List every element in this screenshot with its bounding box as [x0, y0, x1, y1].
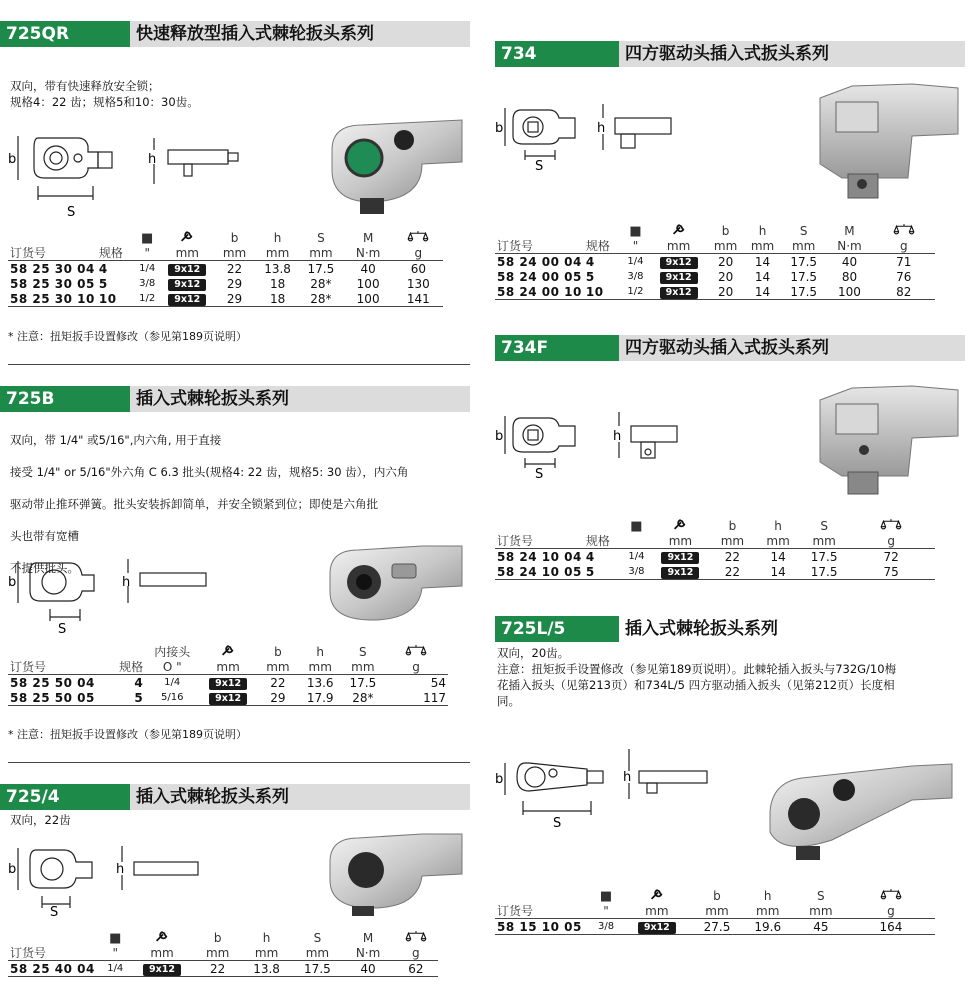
weight-scale-icon — [407, 230, 429, 243]
table-row: 58 24 10 04 4 1/4 9x12 22 14 17.5 72 — [497, 549, 899, 564]
col-sym-unit: mm — [650, 239, 707, 254]
section-title: 插入式棘轮扳头系列 — [130, 784, 470, 810]
spec-table-734 — [495, 223, 935, 300]
section-description: 双向，20齿。 注意：扭矩扳手设置修改（参见第189页说明）。此棘轮插入扳头与732G/10梅 花插入扳头（见第213页）和734L/5 四方驱动插入扳头（见第212页）长度相 同。 — [497, 646, 897, 708]
section-header-734f — [495, 335, 965, 361]
weight-scale-icon — [880, 518, 902, 531]
col-size: 规格 — [584, 534, 622, 549]
ratchet-diagram-725-4 — [8, 842, 228, 918]
col-weight-unit: g — [873, 239, 935, 254]
dim-b-label: b — [8, 862, 17, 877]
section-code: 725/4 — [0, 784, 130, 810]
col-h: h — [774, 519, 782, 533]
col-b-unit: mm — [195, 946, 241, 961]
symbol-badge: 9x12 — [660, 272, 698, 284]
section-title: 插入式棘轮扳头系列 — [619, 616, 965, 642]
col-inner: 内接头 — [154, 645, 191, 659]
wrench-symbol-icon — [671, 223, 687, 236]
section-code: 725L/5 — [495, 616, 619, 642]
col-sym-unit: mm — [199, 660, 257, 675]
spec-table-725qr — [8, 230, 443, 307]
product-photo-725-4 — [322, 828, 468, 918]
dim-h-label: h — [122, 575, 131, 590]
product-photo-734 — [812, 78, 962, 200]
col-sym-unit: mm — [161, 246, 213, 261]
section-description: 双向，22齿 — [10, 813, 71, 827]
section-header-725qr — [0, 21, 470, 47]
dim-b-label: b — [8, 575, 17, 590]
table-row: 58 25 50 04 4 1/4 9x12 22 13.6 17.5 54 — [10, 675, 446, 690]
section-code: 734 — [495, 41, 619, 67]
table-row: 58 15 10 05 3/8 9x12 27.5 19.6 45 164 — [495, 919, 935, 935]
col-m: M — [362, 231, 374, 245]
dim-b-label: b — [495, 772, 504, 787]
ratchet-diagram-725qr — [8, 128, 248, 223]
section-divider — [8, 762, 470, 763]
section-header-725-4 — [0, 784, 470, 810]
col-drive: O " — [145, 660, 199, 675]
dim-h-label: h — [597, 121, 606, 136]
col-h-unit: mm — [741, 904, 795, 919]
dim-h-label: h — [623, 770, 632, 785]
product-photo-725qr — [322, 110, 468, 218]
dim-h-label: h — [613, 429, 622, 444]
col-weight-unit: g — [384, 660, 448, 675]
col-size: 规格 — [97, 660, 145, 675]
col-s: S — [799, 224, 808, 238]
col-s: S — [820, 519, 828, 533]
dim-h-label: h — [148, 152, 157, 167]
col-h: h — [273, 231, 282, 245]
col-drive: " — [621, 239, 650, 254]
square-drive-icon: ■ — [141, 230, 154, 246]
dim-b-label: b — [495, 121, 504, 136]
ratchet-diagram-725b — [8, 555, 238, 635]
drive-diagram-734f — [495, 408, 695, 480]
spec-table-725b — [8, 644, 448, 706]
wrench-symbol-icon — [154, 930, 170, 943]
col-h: h — [763, 889, 772, 903]
section-code: 734F — [495, 335, 619, 361]
weight-scale-icon — [405, 930, 427, 943]
section-code: 725B — [0, 386, 130, 412]
symbol-badge: 9x12 — [661, 567, 699, 579]
col-weight-unit: g — [394, 946, 438, 961]
table-row: 58 25 30 05 5 3/8 9x12 29 18 28* 100 130 — [10, 276, 430, 291]
ratchet-diagram-725l5 — [495, 745, 735, 830]
dim-b-label: b — [495, 429, 504, 444]
section-description: 双向，带有快速释放安全锁； 规格4：22 齿；规格5和10：30齿。 — [10, 79, 199, 109]
col-sym-unit: mm — [651, 534, 709, 549]
col-h-unit: mm — [299, 660, 342, 675]
col-b: b — [721, 224, 730, 238]
col-h-unit: mm — [755, 534, 801, 549]
table-row: 58 24 00 05 5 3/8 9x12 20 14 17.5 80 76 — [497, 269, 912, 284]
col-s-unit: mm — [299, 246, 342, 261]
col-order: 订货号 — [8, 946, 101, 961]
symbol-badge: 9x12 — [168, 279, 206, 291]
col-s-unit: mm — [795, 904, 847, 919]
drive-diagram-734 — [495, 100, 695, 172]
table-row: 58 24 00 10 10 1/2 9x12 20 14 17.5 100 82 — [495, 284, 935, 300]
col-order: 订货号 — [8, 246, 97, 261]
col-b-unit: mm — [213, 246, 256, 261]
square-drive-icon: ■ — [599, 888, 613, 904]
symbol-badge: 9x12 — [143, 964, 181, 976]
section-header-725l5 — [495, 616, 965, 642]
col-b-unit: mm — [693, 904, 740, 919]
col-weight-unit: g — [394, 246, 443, 261]
col-order: 订货号 — [495, 904, 592, 919]
square-drive-icon: ■ — [630, 518, 643, 534]
symbol-badge: 9x12 — [660, 257, 698, 269]
col-m-unit: N·m — [342, 946, 393, 961]
product-photo-725b — [322, 540, 468, 630]
col-order: 订货号 — [495, 534, 584, 549]
col-m: M — [844, 224, 855, 238]
symbol-badge: 9x12 — [209, 693, 247, 705]
dim-s-label: S — [535, 159, 544, 172]
col-s-unit: mm — [781, 239, 826, 254]
footnote: * 注意：扭矩扳手设置修改（参见第189页说明） — [8, 728, 247, 741]
symbol-badge: 9x12 — [168, 294, 206, 306]
col-drive: " — [592, 904, 621, 919]
col-s: S — [317, 231, 325, 245]
symbol-badge: 9x12 — [661, 552, 699, 564]
col-order: 订货号 — [495, 239, 584, 254]
col-sym-unit: mm — [129, 946, 194, 961]
col-size: 规格 — [584, 239, 621, 254]
dim-s-label: S — [535, 467, 544, 480]
section-title: 四方驱动头插入式扳头系列 — [619, 335, 965, 361]
col-drive: " — [133, 246, 161, 261]
section-code: 725QR — [0, 21, 130, 47]
table-row: 58 25 40 04 1/4 9x12 22 13.8 17.5 40 62 — [8, 961, 438, 977]
weight-scale-icon — [405, 644, 427, 657]
wrench-symbol-icon — [649, 888, 665, 901]
col-h: h — [758, 224, 767, 238]
symbol-badge: 9x12 — [638, 922, 676, 934]
product-photo-725l5 — [762, 752, 958, 864]
dim-s-label: S — [553, 816, 562, 830]
weight-scale-icon — [893, 223, 915, 236]
col-weight-unit: g — [847, 904, 935, 919]
col-weight-unit: g — [847, 534, 935, 549]
col-h-unit: mm — [241, 946, 293, 961]
table-row: 58 25 50 05 5 5/16 9x12 29 17.9 28* 117 — [10, 690, 446, 705]
weight-scale-icon — [880, 888, 902, 901]
section-title: 快速释放型插入式棘轮扳头系列 — [130, 21, 470, 47]
square-drive-icon: ■ — [109, 930, 122, 946]
col-b: b — [213, 931, 222, 945]
wrench-symbol-icon — [672, 518, 688, 531]
table-row: 58 24 10 05 5 3/8 9x12 22 14 17.5 75 — [495, 564, 935, 580]
col-m: M — [362, 931, 374, 945]
col-b: b — [230, 231, 239, 245]
table-row: 58 25 30 10 10 1/2 9x12 29 18 28* 100 141 — [8, 291, 443, 307]
col-order: 订货号 — [8, 660, 97, 675]
col-s-unit: mm — [342, 660, 385, 675]
spec-table-725-4 — [8, 930, 438, 977]
col-size: 规格 — [97, 246, 133, 261]
col-h: h — [316, 645, 324, 659]
section-title: 四方驱动头插入式扳头系列 — [619, 41, 965, 67]
col-s-unit: mm — [801, 534, 847, 549]
col-b-unit: mm — [710, 534, 756, 549]
dim-s-label: S — [50, 905, 59, 918]
section-header-725b — [0, 386, 470, 412]
symbol-badge: 9x12 — [168, 264, 206, 276]
dim-b-label: b — [8, 152, 17, 167]
product-photo-734f — [812, 380, 962, 498]
col-b-unit: mm — [707, 239, 744, 254]
col-m-unit: N·m — [343, 246, 394, 261]
col-b: b — [274, 645, 282, 659]
dim-s-label: S — [67, 205, 76, 220]
col-h-unit: mm — [256, 246, 299, 261]
col-b: b — [728, 519, 737, 533]
square-drive-icon: ■ — [629, 223, 642, 239]
col-drive: " — [101, 946, 129, 961]
col-b-unit: mm — [257, 660, 299, 675]
section-header-734 — [495, 41, 965, 67]
spec-table-725l5 — [495, 888, 935, 935]
col-h: h — [262, 931, 271, 945]
symbol-badge: 9x12 — [660, 287, 698, 299]
col-s-unit: mm — [292, 946, 342, 961]
dim-s-label: S — [58, 622, 67, 635]
symbol-badge: 9x12 — [209, 678, 247, 690]
wrench-symbol-icon — [220, 644, 236, 657]
col-h-unit: mm — [744, 239, 781, 254]
col-m-unit: N·m — [826, 239, 872, 254]
col-s: S — [817, 889, 825, 903]
col-b: b — [713, 889, 721, 903]
table-row: 58 25 30 04 4 1/4 9x12 22 13.8 17.5 40 60 — [10, 261, 426, 276]
section-title: 插入式棘轮扳头系列 — [130, 386, 470, 412]
dim-h-label: h — [116, 862, 125, 877]
section-description: 双向，带 1/4" 或5/16",内六角, 用于直接 接受 1/4" or 5/16"外六角 C 6.3 批头(规格4: 22 齿，规格5: 30 齿），内六角 驱动带止推环弹簧。批头安装拆卸简单，并安全锁紧到位；即使是六角批 头也带有宽槽 不提供批头。 — [10, 433, 409, 575]
col-s: S — [313, 931, 322, 945]
section-divider — [8, 364, 470, 365]
col-s: S — [359, 645, 367, 659]
wrench-symbol-icon — [179, 230, 195, 243]
col-sym-unit: mm — [620, 904, 693, 919]
spec-table-734f — [495, 518, 935, 580]
footnote: * 注意：扭矩扳手设置修改（参见第189页说明） — [8, 330, 247, 343]
table-row: 58 24 00 04 4 1/4 9x12 20 14 17.5 40 71 — [497, 254, 912, 269]
